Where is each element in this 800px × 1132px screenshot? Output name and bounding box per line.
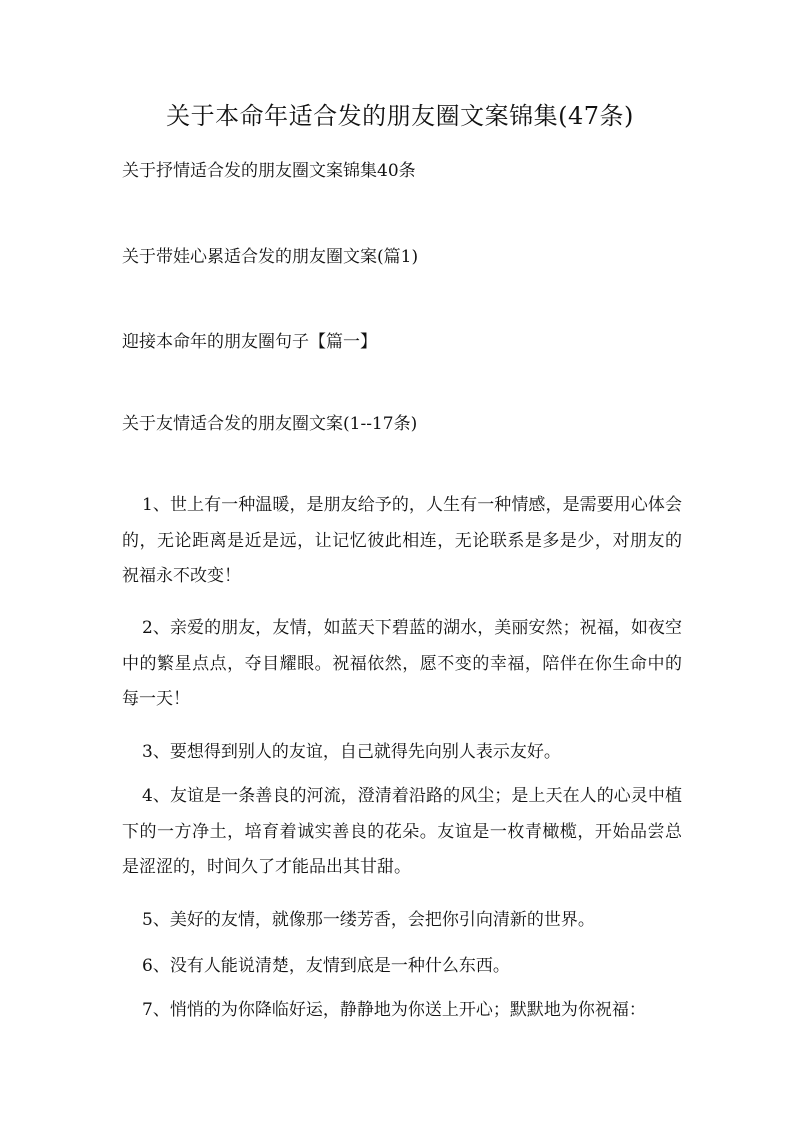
paragraph-3: 3、要想得到别人的友谊，自己就得先向别人表示友好。 xyxy=(142,742,561,762)
paragraph-1: 1、世上有一种温暖，是朋友给予的，人生有一种情感，是需要用心体会的，无论距离是近是远，让记忆彼此相连，无论联系是多是少，对朋友的祝福永不改变！ xyxy=(122,495,682,586)
toc-line-1: 关于抒情适合发的朋友圈文案锦集40条 xyxy=(122,161,416,181)
paragraph-6: 6、没有人能说清楚，友情到底是一种什么东西。 xyxy=(142,956,510,976)
document-title: 关于本命年适合发的朋友圈文案锦集(47条) xyxy=(166,102,634,130)
paragraph-5: 5、美好的友情，就像那一缕芳香，会把你引向清新的世界。 xyxy=(142,910,595,930)
toc-line-4: 关于友情适合发的朋友圈文案(1--17条) xyxy=(122,414,418,434)
paragraph-7: 7、悄悄的为你降临好运，静静地为你送上开心；默默地为你祝福： xyxy=(142,1000,646,1020)
paragraph-2: 2、亲爱的朋友，友情，如蓝天下碧蓝的湖水，美丽安然；祝福，如夜空中的繁星点点，夺目耀眼。祝福依然，愿不变的幸福，陪伴在你生命中的每一天！ xyxy=(122,618,682,709)
paragraph-4: 4、友谊是一条善良的河流，澄清着沿路的风尘；是上天在人的心灵中植下的一方净土，培育着诚实善良的花朵。友谊是一枚青橄榄，开始品尝总是涩涩的，时间久了才能品出其甘甜。 xyxy=(122,786,682,877)
toc-line-3: 迎接本命年的朋友圈句子【篇一】 xyxy=(122,332,377,352)
toc-line-2: 关于带娃心累适合发的朋友圈文案(篇1) xyxy=(122,247,419,267)
